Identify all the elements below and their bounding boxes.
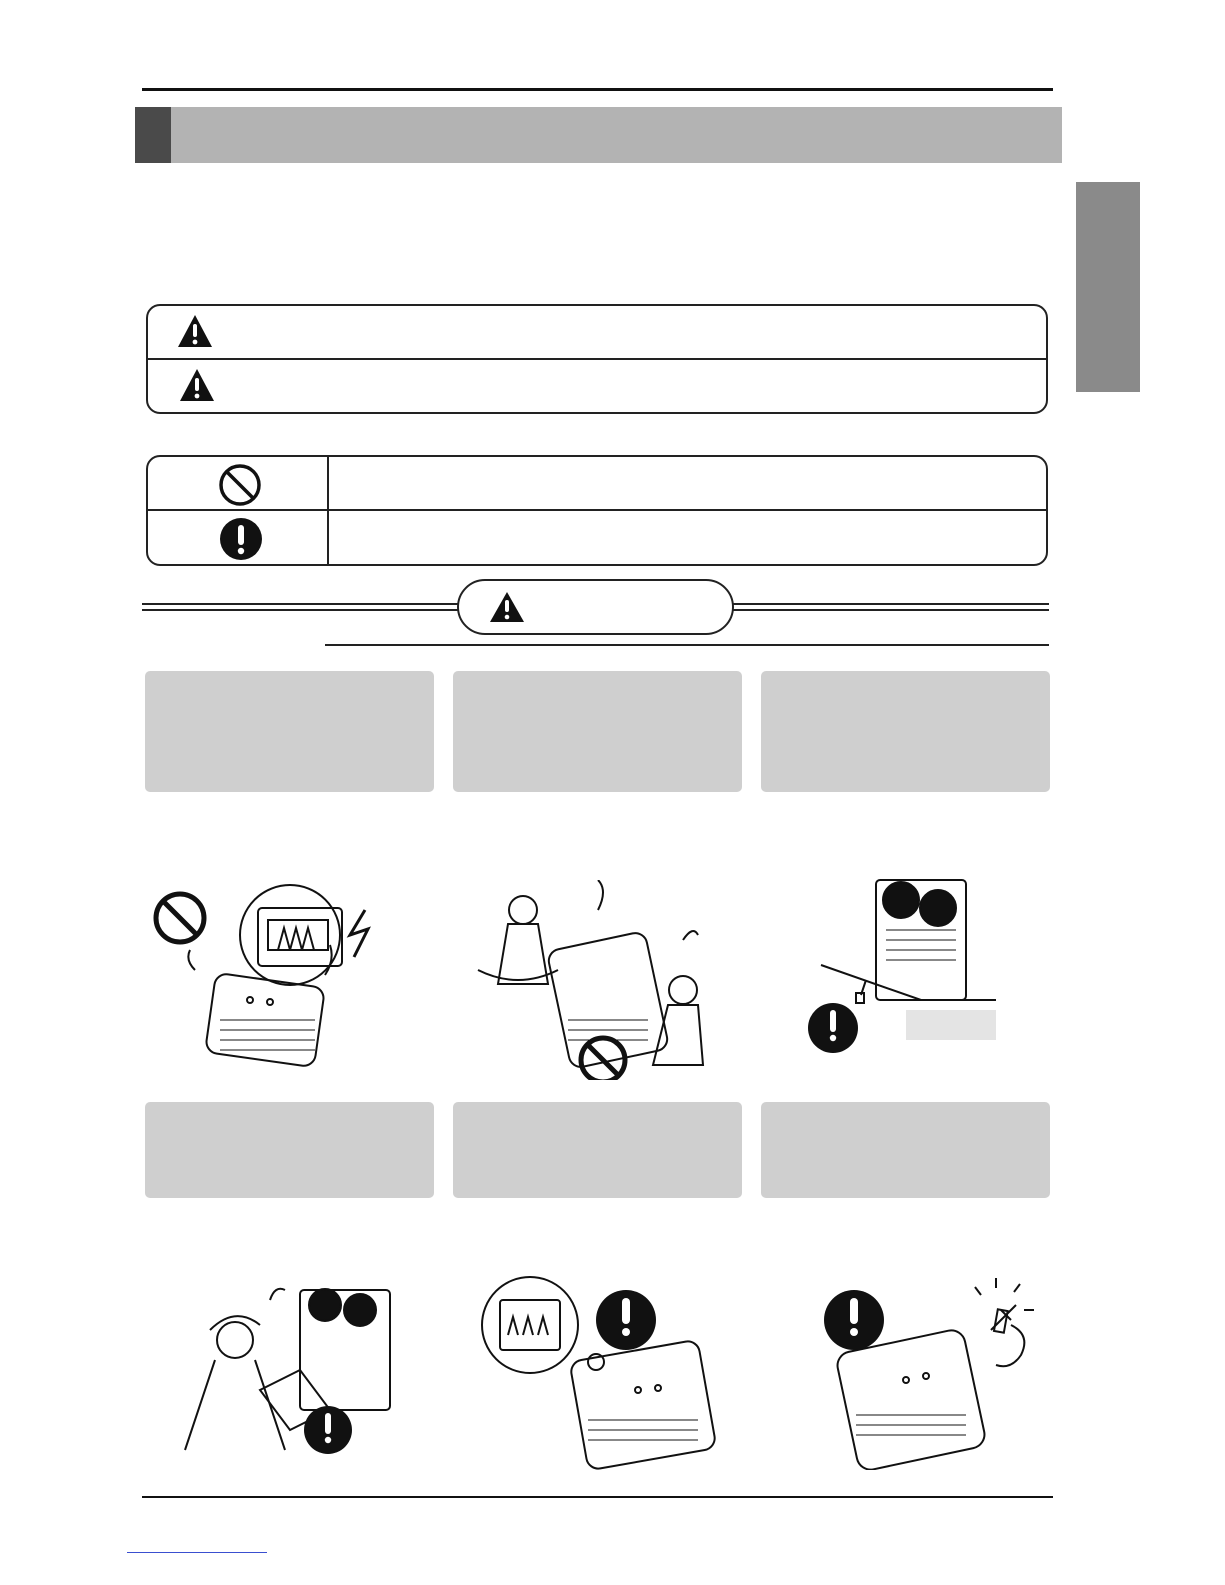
warning-card: [145, 671, 434, 792]
bottom-rule: [142, 1496, 1053, 1498]
symbol-legend-divider: [148, 509, 1046, 511]
side-chapter-tab: [1076, 182, 1140, 392]
warning-triangle-icon: [178, 367, 216, 403]
signal-word-divider: [148, 358, 1046, 360]
warning-card: [453, 671, 742, 792]
mandatory-exclamation-icon: [218, 516, 264, 562]
top-rule: [142, 88, 1053, 91]
illustration-read-manual: [140, 1270, 440, 1470]
header-rule: [142, 609, 460, 611]
subsection-rule: [325, 644, 1049, 646]
illustration-outdoor-grounding: [756, 870, 1056, 1070]
illustration-electric-shock: [140, 880, 440, 1080]
warning-card: [761, 1102, 1050, 1198]
warning-triangle-icon: [176, 313, 214, 349]
section-banner-tab: [135, 107, 171, 163]
warning-card: [761, 671, 1050, 792]
header-rule: [142, 603, 460, 605]
symbol-legend-column-divider: [327, 457, 329, 564]
header-rule: [732, 603, 1049, 605]
illustration-unqualified-install: [448, 880, 748, 1080]
warning-triangle-icon: [488, 590, 526, 624]
header-rule: [732, 609, 1049, 611]
warning-card: [145, 1102, 434, 1198]
warning-card: [453, 1102, 742, 1198]
illustration-proper-fuse: [756, 1270, 1056, 1470]
footer-link-underline[interactable]: [127, 1552, 267, 1553]
illustration-dedicated-breaker: [448, 1270, 748, 1470]
section-banner: [135, 107, 1062, 163]
prohibit-circle-icon: [217, 462, 263, 508]
